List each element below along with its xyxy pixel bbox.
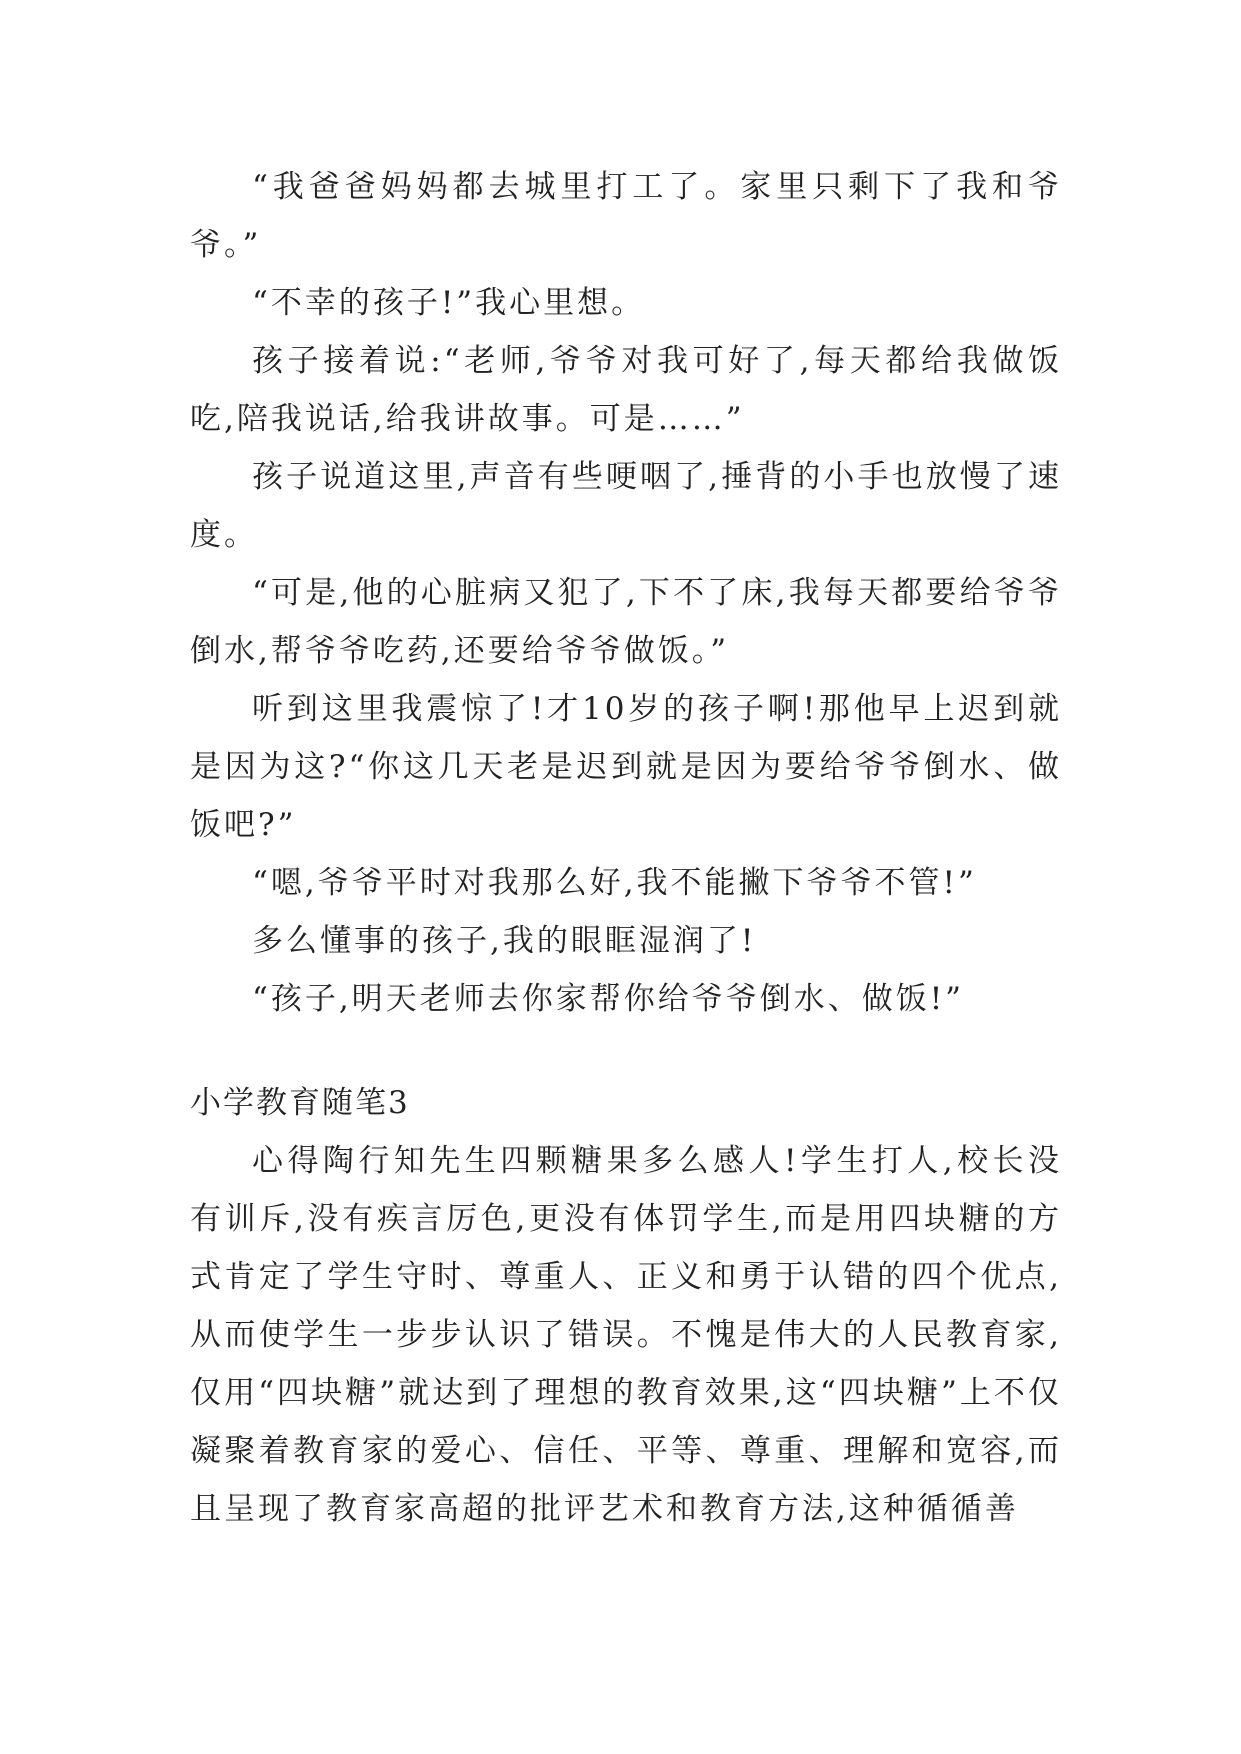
paragraph: 多么懂事的孩子,我的眼眶湿润了! [252,923,757,959]
paragraph: “可是,他的心脏病又犯了,下不了床,我每天都要给爷爷倒水,帮爷爷吃药,还要给爷爷做饭。” [190,575,1062,669]
paragraph: 孩子说道这里,声音有些哽咽了,捶背的小手也放慢了速度。 [190,459,1062,553]
paragraph: 心得陶行知先生四颗糖果多么感人!学生打人,校长没有训斥,没有疾言厉色,更没有体罚学生,而是用四块糖的方式肯定了学生守时、尊重人、正义和勇于认错的四个优点,从而使学生一步步认识了错误。不愧是伟大的人民教育家,仅用“四块糖”就达到了理想的教育效果,这“四块糖”上不仅凝聚着教育家的爱心、信任、平等、尊重、理解和宽容,而且呈现了教育家高超的批评艺术和教育方法,这种循循善 [190,1143,1062,1527]
section-title: 小学教育随笔3 [190,1085,410,1121]
document-body [190,158,1062,1538]
paragraph: “嗯,爷爷平时对我那么好,我不能撇下爷爷不管!” [252,865,977,901]
paragraph: “不幸的孩子!”我心里想。 [252,285,646,321]
paragraph: 听到这里我震惊了!才10岁的孩子啊!那他早上迟到就是因为这?“你这几天老是迟到就是因为要给爷爷倒水、做饭吧?” [190,691,1062,843]
section-spacer [190,1028,1062,1074]
paragraph: “孩子,明天老师去你家帮你给爷爷倒水、做饭!” [252,981,965,1017]
paragraph: 孩子接着说:“老师,爷爷对我可好了,每天都给我做饭吃,陪我说话,给我讲故事。可是……” [190,343,1062,437]
paragraph: “我爸爸妈妈都去城里打工了。家里只剩下了我和爷爷。” [190,169,1062,263]
